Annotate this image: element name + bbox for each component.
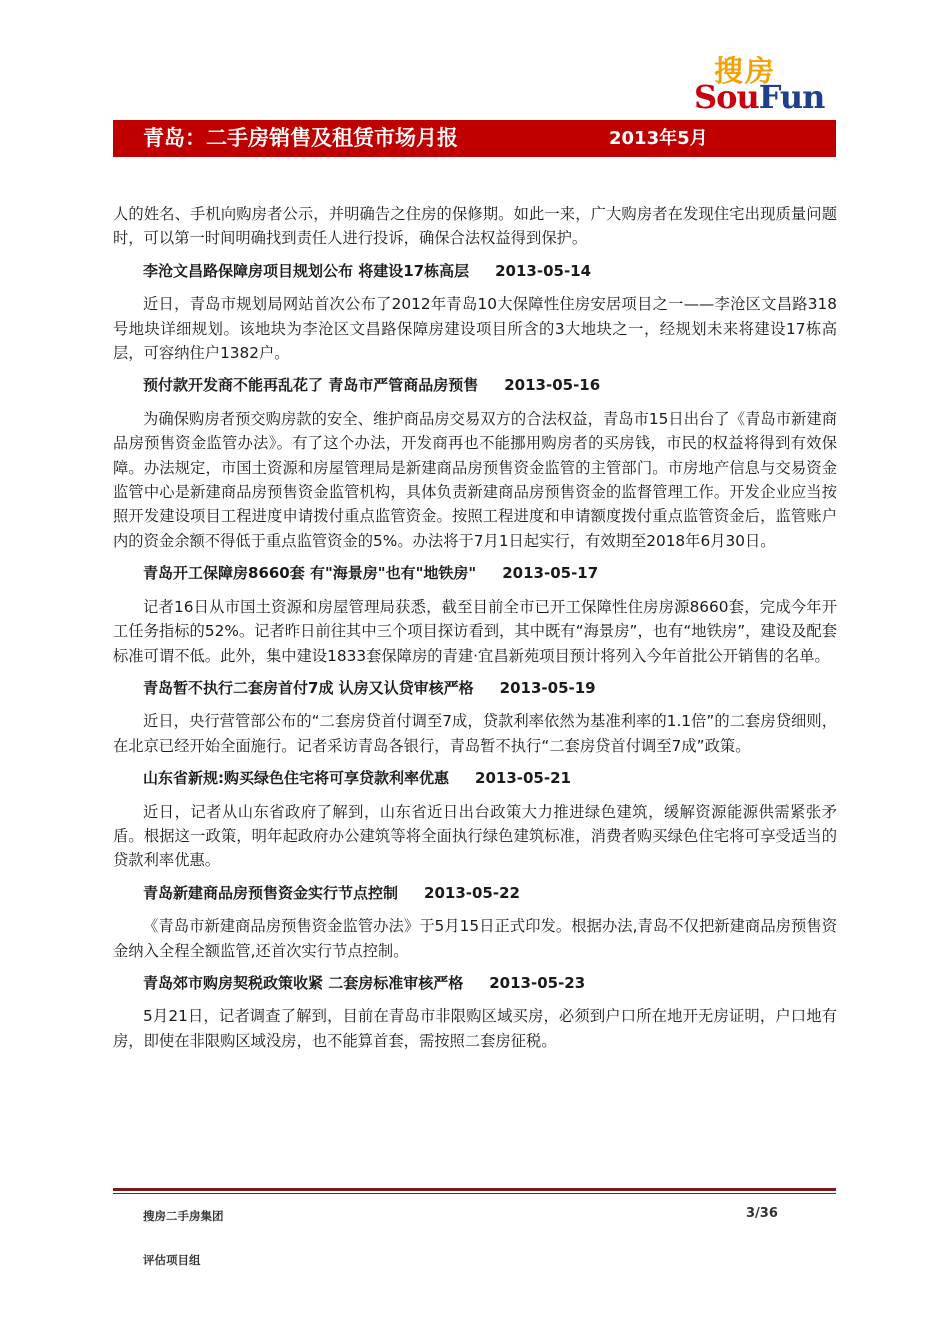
report-header-bar: [113, 120, 836, 157]
headline-title: 青岛郊市购房契税政策收紧 二套房标准审核严格: [143, 973, 464, 992]
headline-date: 2013-05-19: [499, 678, 596, 697]
news-headline: [113, 373, 837, 397]
footer-group: 评估项目组: [143, 1253, 201, 1267]
report-date: 2013年5月: [609, 128, 708, 149]
headline-title: 青岛暂不执行二套房首付7成 认房又认贷审核严格: [143, 678, 474, 697]
footer-divider-thin: [113, 1193, 836, 1194]
footer-divider-thick: [113, 1188, 836, 1191]
logo-sou: Sou: [694, 78, 759, 116]
news-paragraph: 5月21日，记者调查了解到，目前在青岛市非限购区域买房，必须到户口所在地开无房证明，户口地有房，即使在非限购区域没房，也不能算首套，需按照二套房征税。: [113, 1007, 837, 1050]
news-headline: [113, 259, 837, 283]
logo-english-text: [694, 80, 824, 114]
news-paragraph: 近日，央行营管部公布的“二套房贷首付调至7成，贷款利率依然为基准利率的1.1倍”的二套房贷细则，在北京已经开始全面施行。记者采访青岛各银行，青岛暂不执行“二套房贷首付调至7成”政策。: [113, 712, 837, 755]
headline-title: 青岛开工保障房8660套 有"海景房"也有"地铁房": [143, 564, 477, 583]
logo-chinese-text: 搜房: [714, 54, 777, 88]
news-headline: [113, 971, 837, 995]
headline-date: 2013-05-22: [424, 883, 520, 902]
news-headline: [113, 766, 837, 790]
headline-date: 2013-05-23: [489, 973, 586, 992]
headline-date: 2013-05-14: [495, 261, 592, 280]
news-paragraph: 记者16日从市国土资源和房屋管理局获悉，截至目前全市已开工保障性住房房源8660套，完成今年开工任务指标的52%。记者昨日前往其中三个项目探访看到，其中既有“海景房”，也有“地铁房”，建设及配套标准可谓不低。此外，集中建设1833套保障房的青建·宜昌新苑项目预计将列入今年首批公开销售的名单。: [113, 597, 837, 665]
headline-date: 2013-05-17: [502, 564, 599, 583]
news-paragraph: 为确保购房者预交购房款的安全、维护商品房交易双方的合法权益，青岛市15日出台了《青岛市新建商品房预售资金监管办法》。有了这个办法，开发商再也不能挪用购房者的买房钱，市民的权益将得到有效保障。办法规定，市国土资源和房屋管理局是新建商品房预售资金监管的主管部门。市房地产信息与交易资金监管中心是新建商品房预售资金监管机构，具体负责新建商品房预售资金的监督管理工作。开发企业应当按照开发建设项目工程进度申请拨付重点监管资金。按照工程进度和申请额度拨付重点监管资金后，监管账户内的资金余额不得低于重点监管资金的5%。办法将于7月1日起实行，有效期至2018年6月30日。: [113, 409, 837, 550]
news-paragraph: 近日，记者从山东省政府了解到，山东省近日出台政策大力推进绿色建筑，缓解资源能源供需紧张矛盾。根据这一政策，明年起政府办公建筑等将全面执行绿色建筑标准，消费者购买绿色住宅将可享受适当的贷款利率优惠。: [113, 802, 837, 870]
headline-title: 青岛新建商品房预售资金实行节点控制: [143, 883, 399, 902]
soufun-logo: [694, 54, 825, 116]
news-paragraph: 人的姓名、手机向购房者公示，并明确告之住房的保修期。如此一来，广大购房者在发现住宅出现质量问题时，可以第一时间明确找到责任人进行投诉，确保合法权益得到保护。: [113, 205, 837, 248]
headline-title: 山东省新规:购买绿色住宅将可享贷款利率优惠: [143, 769, 450, 788]
news-paragraph: 近日，青岛市规划局网站首次公布了2012年青岛10大保障性住房安居项目之一——李沧区文昌路318号地块详细规划。该地块为李沧区文昌路保障房建设项目所含的3大地块之一，经规划未来将建设17栋高层，可容纳住户1382户。: [113, 295, 837, 363]
headline-date: 2013-05-16: [504, 376, 601, 395]
footer-company: 搜房二手房集团: [143, 1209, 224, 1223]
article-body: [113, 202, 837, 1061]
headline-title: 预付款开发商不能再乱花了 青岛市严管商品房预售: [143, 376, 479, 395]
logo-fun: Fun: [758, 78, 825, 116]
headline-title: 李沧文昌路保障房项目规划公布 将建设17栋高层: [143, 261, 470, 280]
report-title: 青岛：二手房销售及租赁市场月报: [143, 126, 458, 150]
headline-date: 2013-05-21: [475, 769, 571, 788]
news-paragraph: 《青岛市新建商品房预售资金监管办法》于5月15日正式印发。根据办法,青岛不仅把新建商品房预售资金纳入全程全额监管,还首次实行节点控制。: [113, 917, 837, 960]
news-headline: [113, 561, 837, 585]
news-headline: [113, 676, 837, 700]
news-headline: [113, 881, 837, 905]
page-number: 3/36: [746, 1206, 778, 1221]
